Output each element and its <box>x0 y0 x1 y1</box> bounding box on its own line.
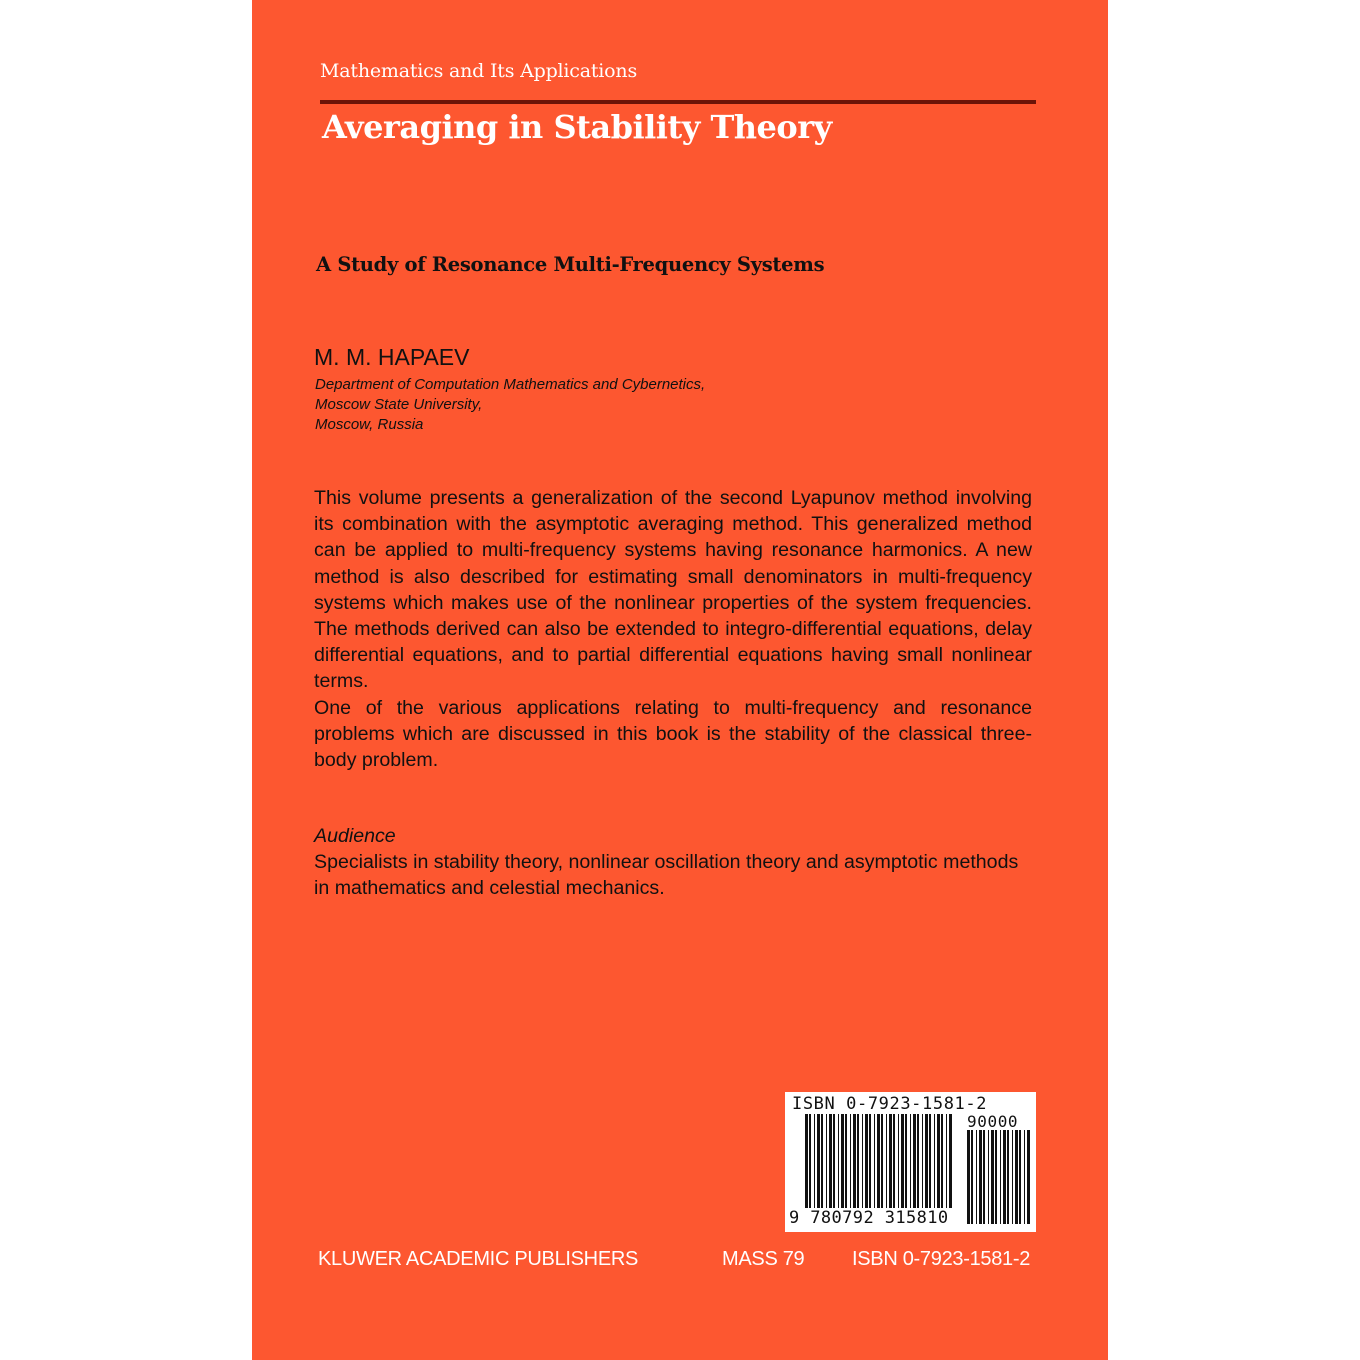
barcode-bar <box>1015 1130 1018 1224</box>
barcode-bar <box>995 1130 997 1224</box>
barcode-bar <box>967 1130 970 1224</box>
barcode-bar <box>1027 1130 1030 1224</box>
barcode-bar <box>901 1114 904 1208</box>
barcode-bar <box>821 1114 823 1208</box>
barcode-addon-number: 90000 <box>967 1112 1019 1131</box>
isbn-barcode <box>785 1092 1036 1232</box>
barcode-bar <box>949 1114 952 1208</box>
barcode-bar <box>889 1114 892 1208</box>
barcode-bar <box>929 1114 931 1208</box>
barcode-bar <box>857 1114 859 1208</box>
barcode-bar <box>850 1114 851 1208</box>
barcode-bar <box>829 1114 832 1208</box>
audience-section <box>314 823 1032 902</box>
barcode-bar <box>991 1130 994 1224</box>
barcode-bar <box>934 1114 935 1208</box>
publisher-name: KLUWER ACADEMIC PUBLISHERS <box>318 1248 639 1270</box>
barcode-bar <box>1000 1130 1001 1224</box>
description-paragraph: This volume presents a generalization of the second Lyapunov method involving its combination with the asymptotic averaging method. This generalized method can be applied to multi-frequency systems having resonance harmonics. A new method is also described for estimating small denominators in multi-frequency systems which makes use of the nonlinear properties of the system frequencies. The methods derived can also be extended to integro-differential equations, delay differential equations, and to partial differential equations having small nonlinear terms. <box>314 487 1032 693</box>
book-description <box>314 485 1032 773</box>
barcode-bar <box>922 1114 923 1208</box>
barcode-bar <box>877 1114 880 1208</box>
barcode-bar <box>913 1114 916 1208</box>
barcode-bar <box>853 1114 856 1208</box>
title-rule <box>320 100 1036 104</box>
barcode-bar <box>845 1114 847 1208</box>
barcode-bar <box>946 1114 947 1208</box>
series-name: Mathematics and Its Applications <box>320 60 637 82</box>
barcode-bar <box>1003 1130 1006 1224</box>
barcode-bar <box>826 1114 827 1208</box>
barcode-bar <box>817 1114 820 1208</box>
barcode-bar <box>841 1114 844 1208</box>
affiliation-line: Moscow, Russia <box>315 416 424 433</box>
barcode-bar <box>886 1114 887 1208</box>
description-paragraph: One of the various applications relating to multi-frequency and resonance problems which are discussed in this book is the stability of the classical three-body problem. <box>314 696 1032 772</box>
barcode-bar <box>881 1114 883 1208</box>
barcode-bar <box>865 1114 868 1208</box>
barcode-bar <box>1024 1130 1025 1224</box>
barcode-bar <box>874 1114 875 1208</box>
barcode-bar <box>917 1114 919 1208</box>
book-back-cover <box>252 0 1108 1360</box>
footer-isbn: ISBN 0-7923-1581-2 <box>852 1248 1031 1270</box>
barcode-bar <box>838 1114 839 1208</box>
audience-heading: Audience <box>314 825 396 847</box>
barcode-bar <box>979 1130 982 1224</box>
barcode-bar <box>971 1130 973 1224</box>
audience-text: Specialists in stability theory, nonlinear oscillation theory and asymptotic methods in mathematics and celestial mechanics. <box>314 851 1019 900</box>
barcode-bar <box>905 1114 907 1208</box>
barcode-bar <box>1012 1130 1013 1224</box>
author-name: M. M. HAPAEV <box>314 344 470 370</box>
barcode-bar <box>898 1114 899 1208</box>
barcode-bar <box>809 1114 811 1208</box>
barcode-bar <box>862 1114 863 1208</box>
barcode-bar <box>937 1114 940 1208</box>
barcode-ean-number: 9 780792 315810 <box>789 1208 949 1228</box>
barcode-bar <box>869 1114 871 1208</box>
barcode-bar <box>925 1114 928 1208</box>
author-affiliation <box>315 375 705 435</box>
barcode-bar <box>833 1114 835 1208</box>
barcode-bar <box>910 1114 911 1208</box>
affiliation-line: Department of Computation Mathematics and Cybernetics, <box>315 376 706 393</box>
barcode-bar <box>805 1114 808 1208</box>
series-number: MASS 79 <box>722 1248 805 1270</box>
book-subtitle: A Study of Resonance Multi-Frequency Systems <box>316 253 825 276</box>
barcode-bar <box>814 1114 815 1208</box>
barcode-bar <box>976 1130 977 1224</box>
barcode-bar <box>1007 1130 1009 1224</box>
affiliation-line: Moscow State University, <box>315 396 483 413</box>
barcode-isbn-label: ISBN 0-7923-1581-2 <box>792 1094 988 1114</box>
barcode-bar <box>941 1114 943 1208</box>
barcode-bar <box>988 1130 989 1224</box>
book-title: Averaging in Stability Theory <box>322 108 832 146</box>
barcode-bar <box>983 1130 985 1224</box>
barcode-bar <box>1019 1130 1021 1224</box>
barcode-bar <box>893 1114 895 1208</box>
